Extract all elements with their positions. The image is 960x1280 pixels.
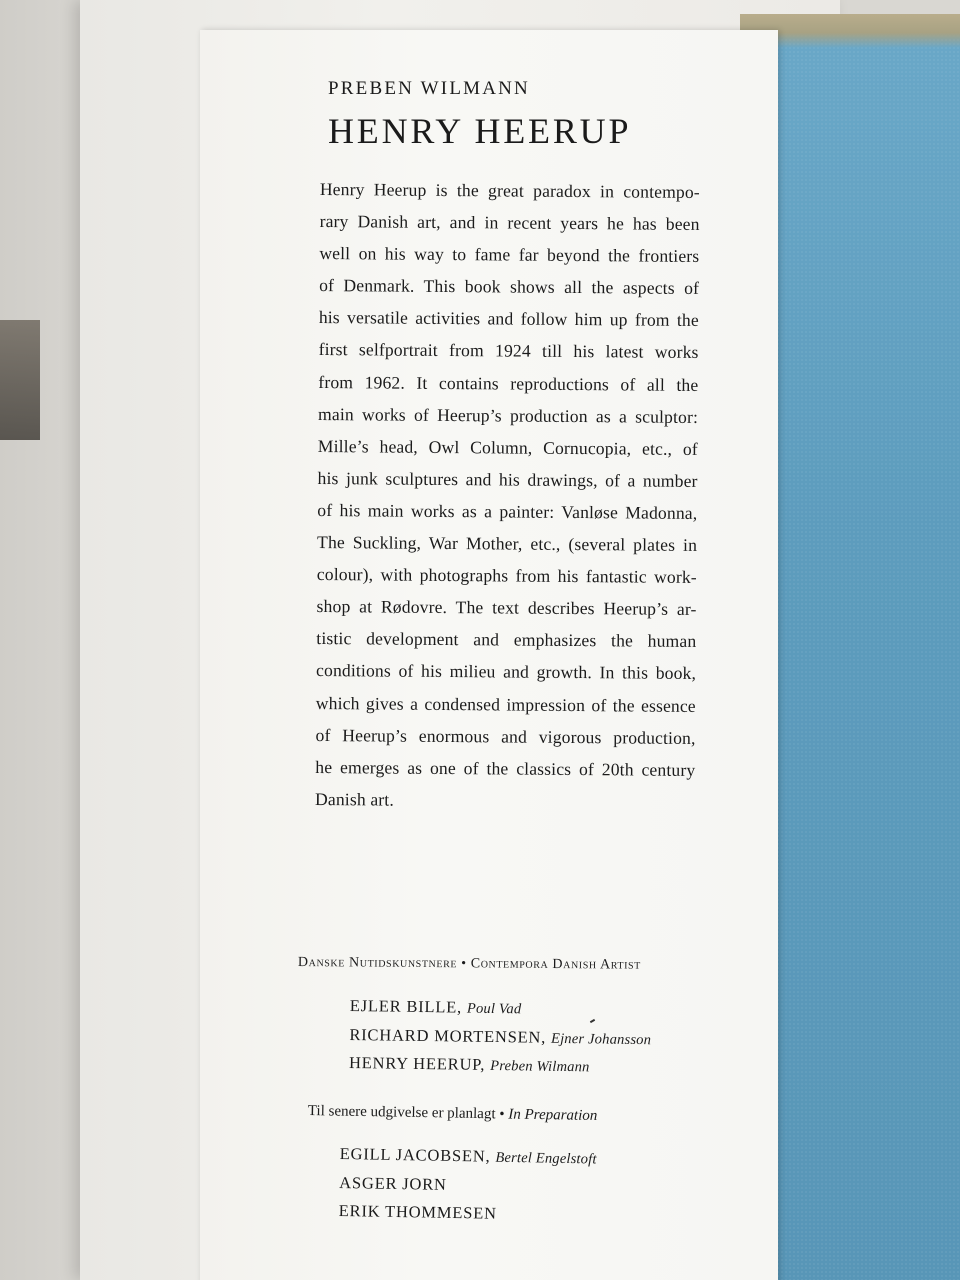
blurb-line: colour), with photographs from his fantastic work- (316, 564, 697, 588)
writer-name: Preben Wilmann (490, 1057, 590, 1076)
list-item (350, 992, 652, 1025)
blurb-line: Mille’s head, Owl Column, Cornucopia, etc., of (317, 435, 698, 459)
blurb-line: first selfportrait from 1924 till his latest works (318, 339, 699, 363)
planned-heading (308, 1103, 598, 1125)
background-shadow (0, 320, 40, 440)
artist-name: ASGER JORN (339, 1172, 447, 1194)
blurb-line: of Heerup’s enormous and vigorous production, (315, 724, 696, 748)
blurb-line: well on his way to fame far beyond the frontiers (319, 243, 700, 267)
blurb-text (315, 173, 700, 818)
planned-label-en: In Preparation (508, 1106, 598, 1125)
writer-name: Ejner Johansson (550, 1030, 652, 1048)
list-item (340, 1140, 597, 1173)
blurb-line: conditions of his milieu and growth. In this book, (316, 660, 697, 684)
blurb-line: which gives a condensed impression of the essence (315, 692, 696, 716)
blurb-line: shop at Rødovre. The text describes Heerup’s ar- (316, 596, 697, 620)
planned-separator: • (499, 1106, 505, 1123)
author-name: PREBEN WILMANN (328, 78, 530, 99)
artist-name: RICHARD MORTENSEN, (349, 1024, 547, 1047)
artist-name: ERIK THOMMESEN (338, 1200, 497, 1223)
planned-label: Til senere udgivelse er planlagt (307, 1103, 496, 1123)
dust-jacket-flap (200, 30, 778, 1280)
artist-name: EGILL JACOBSEN, (339, 1143, 491, 1166)
blurb-line: of his main works as a painter: Vanløse Madonna, (317, 499, 698, 523)
blurb-line: tistic development and emphasizes the human (316, 628, 697, 652)
blurb-line: his versatile activities and follow him up from the (318, 307, 699, 331)
blurb-line: from 1962. It contains reproductions of all the (318, 371, 699, 395)
list-item (339, 1168, 596, 1201)
writer-name: Bertel Engelstoft (495, 1149, 597, 1168)
blurb-line: his junk sculptures and his drawings, of a number (317, 467, 698, 491)
book-title: HENRY HEERUP (328, 111, 632, 151)
series-heading: Danske Nutidskunstnere • Contempora Danish Artist (297, 955, 641, 973)
list-item (339, 1197, 596, 1230)
artist-name: HENRY HEERUP, (348, 1052, 486, 1074)
blurb-line: main works of Heerup’s production as a sculptor: (318, 403, 699, 427)
list-item (349, 1020, 651, 1053)
blurb-line: Henry Heerup is the great paradox in contempo- (319, 178, 700, 202)
blurb-line: rary Danish art, and in recent years he has been (319, 211, 700, 235)
writer-name: Poul Vad (466, 1000, 522, 1018)
published-list (349, 992, 652, 1082)
blurb-line: Danish art. (315, 788, 395, 810)
list-item (349, 1049, 651, 1082)
blurb-line: of Denmark. This book shows all the aspects of (319, 275, 700, 299)
planned-list (339, 1140, 597, 1230)
blurb-line: The Suckling, War Mother, etc., (several plates in (317, 532, 698, 556)
blurb-line: he emerges as one of the classics of 20th century (315, 756, 696, 780)
artist-name: EJLER BILLE, (349, 995, 463, 1017)
